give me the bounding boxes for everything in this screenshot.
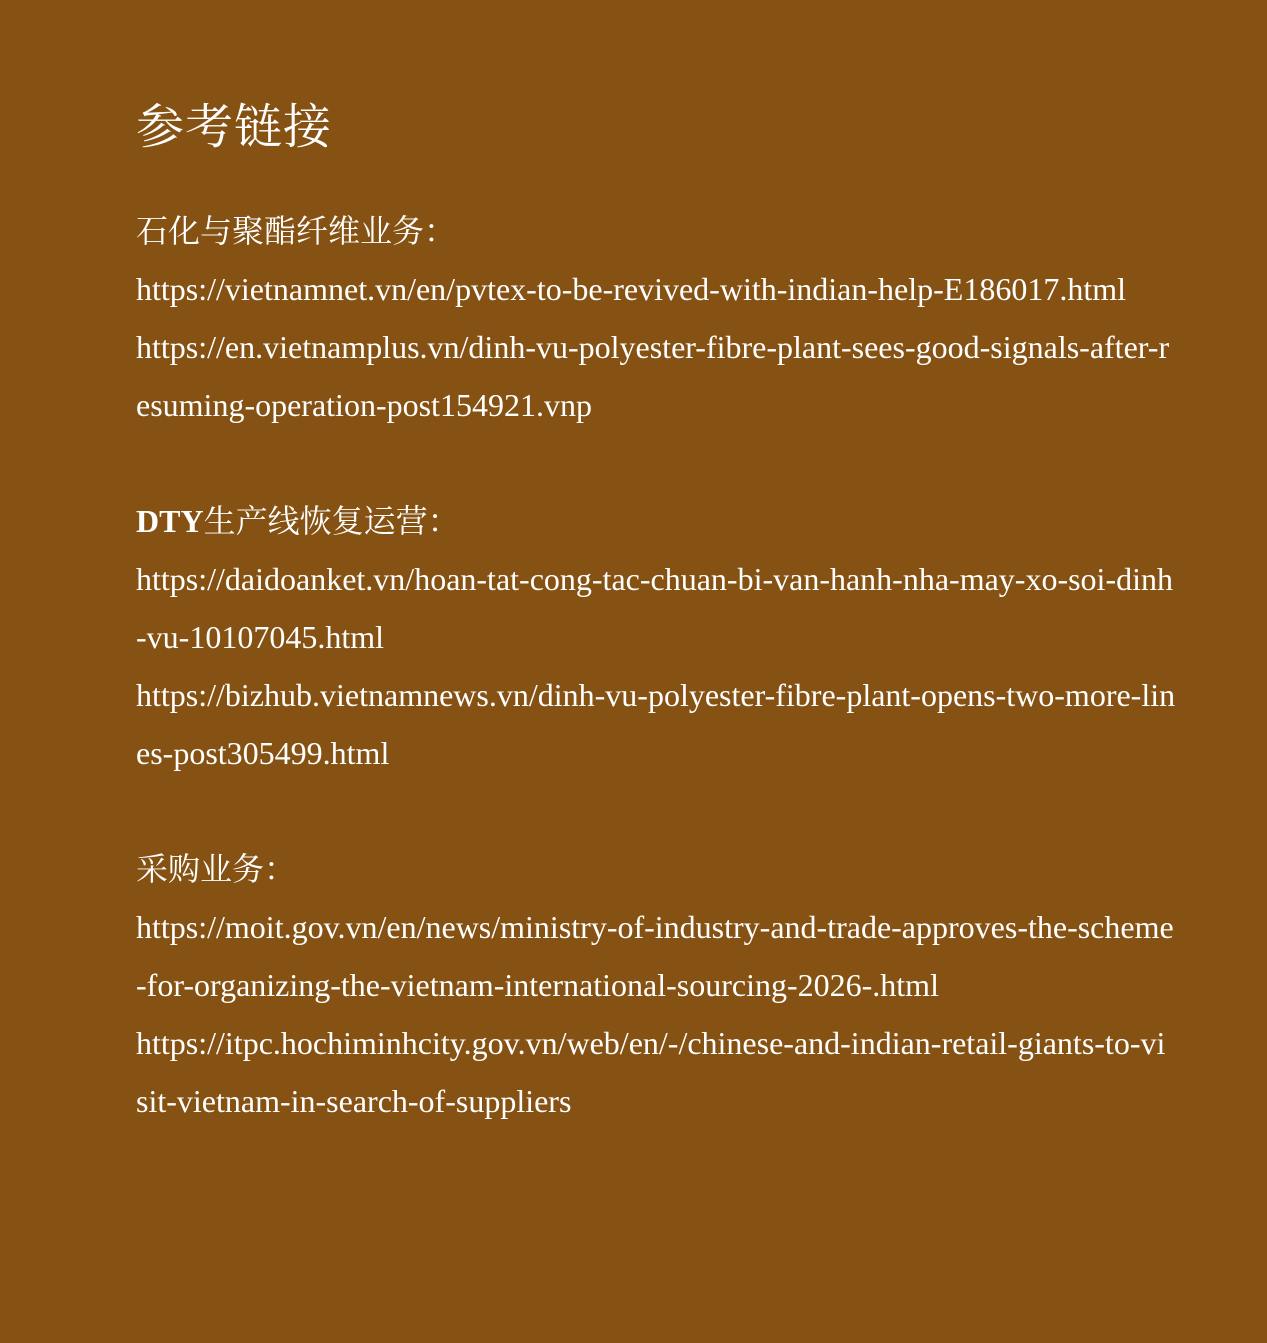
reference-link[interactable]: https://en.vietnamplus.vn/dinh-vu-polyester-fibre-plant-sees-good-signals-after-resuming-operation-post154921.vnp — [136, 329, 1170, 423]
section-heading — [136, 492, 1236, 550]
reference-link[interactable]: https://vietnamnet.vn/en/pvtex-to-be-revived-with-indian-help-E186017.html — [136, 271, 1126, 307]
section-heading-label: 采购业务： — [136, 851, 297, 887]
page-title: 参考链接 — [136, 101, 333, 154]
section-heading — [136, 202, 1236, 260]
section-heading-label: 生产线恢复运营： — [203, 503, 460, 539]
section-heading-label: 石化与聚酯纤维业务： — [136, 213, 457, 249]
reference-link[interactable]: https://moit.gov.vn/en/news/ministry-of-industry-and-trade-approves-the-scheme-for-organizing-the-vietnam-international-sourcing-2026-.html — [136, 909, 1174, 1003]
reference-link[interactable]: https://bizhub.vietnamnews.vn/dinh-vu-polyester-fibre-plant-opens-two-more-lines-post305499.html — [136, 677, 1176, 771]
reference-links-panel — [136, 96, 1236, 1188]
section-petrochemical — [136, 202, 1236, 434]
section-sourcing — [136, 840, 1236, 1130]
section-heading — [136, 840, 1236, 898]
section-heading-bold: DTY — [136, 503, 204, 539]
reference-link[interactable]: https://daidoanket.vn/hoan-tat-cong-tac-chuan-bi-van-hanh-nha-may-xo-soi-dinh-vu-10107045.html — [136, 561, 1173, 655]
section-dty-line — [136, 492, 1236, 782]
reference-link[interactable]: https://itpc.hochiminhcity.gov.vn/web/en/-/chinese-and-indian-retail-giants-to-visit-vietnam-in-search-of-suppliers — [136, 1025, 1166, 1119]
